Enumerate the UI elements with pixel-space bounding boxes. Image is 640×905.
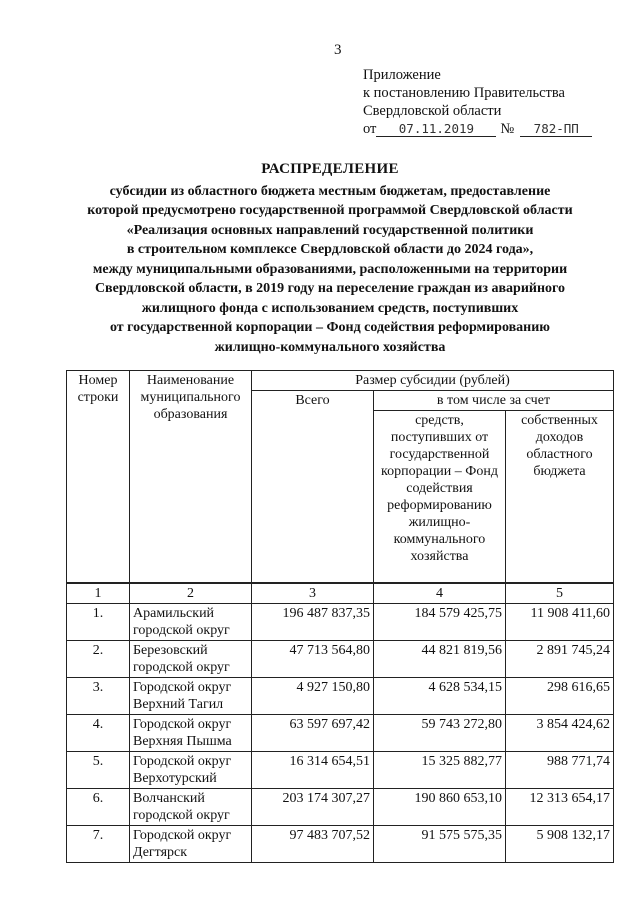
title-heading: РАСПРЕДЕЛЕНИЕ (261, 161, 399, 177)
appendix-block (363, 66, 592, 138)
table-row (67, 825, 614, 862)
table-row (67, 677, 614, 714)
appendix-title: Приложение (363, 67, 441, 83)
municipality-name: Городской округ Верхотурский (130, 751, 252, 788)
title-line: жилищно-коммунального хозяйства (214, 339, 446, 355)
fund-amount: 44 821 819,56 (374, 640, 506, 677)
title-line: субсидии из областного бюджета местным бюджетам, предоставление (109, 183, 551, 199)
title-line: «Реализация основных направлений государственной политики (126, 222, 534, 238)
appendix-resolution: к постановлению Правительства (363, 85, 565, 101)
header-subsidy-size: Размер субсидии (рублей) (252, 371, 614, 391)
from-label: от (363, 121, 377, 137)
header-row-number: Номер строки (67, 371, 130, 583)
column-number-row (67, 583, 614, 604)
table-row (67, 751, 614, 788)
resolution-date-number (363, 120, 592, 138)
resolution-number: 782-ПП (520, 122, 592, 137)
regional-amount: 988 771,74 (506, 751, 614, 788)
total-amount: 196 487 837,35 (252, 603, 374, 640)
total-amount: 47 713 564,80 (252, 640, 374, 677)
title-line: в строительном комплексе Свердловской области до 2024 года», (126, 242, 534, 257)
fund-amount: 190 860 653,10 (374, 788, 506, 825)
regional-amount: 2 891 745,24 (506, 640, 614, 677)
regional-amount: 5 908 132,17 (506, 825, 614, 862)
row-number: 3. (67, 677, 130, 714)
title-line: между муниципальными образованиями, расположенными на территории (92, 261, 568, 277)
row-number: 1. (67, 603, 130, 640)
title-line: Свердловской области, в 2019 году на переселение граждан из аварийного (94, 281, 566, 296)
regional-amount: 11 908 411,60 (506, 603, 614, 640)
municipality-name: Городской округ Дегтярск (130, 825, 252, 862)
title-line: которой предусмотрено государственной программой Свердловской области (87, 203, 573, 218)
header-fund-sources: средств, поступивших от государственной корпорации – Фонд содействия реформированию жилищно-коммунального хозяйства (374, 411, 506, 583)
column-number: 5 (506, 583, 614, 604)
table-row (67, 603, 614, 640)
municipality-name: Городской округ Верхняя Пышма (130, 714, 252, 751)
row-number: 2. (67, 640, 130, 677)
municipality-name: Городской округ Верхний Тагил (130, 677, 252, 714)
fund-amount: 91 575 575,35 (374, 825, 506, 862)
title-line: жилищного фонда с использованием средств, поступивших (141, 300, 519, 316)
fund-amount: 59 743 272,80 (374, 714, 506, 751)
fund-amount: 15 325 882,77 (374, 751, 506, 788)
regional-amount: 12 313 654,17 (506, 788, 614, 825)
header-regional-sources: собственных доходов областного бюджета (506, 411, 614, 583)
row-number: 5. (67, 751, 130, 788)
total-amount: 16 314 654,51 (252, 751, 374, 788)
municipality-name: Волчанский городской округ (130, 788, 252, 825)
total-amount: 97 483 707,52 (252, 825, 374, 862)
total-amount: 203 174 307,27 (252, 788, 374, 825)
row-number: 4. (67, 714, 130, 751)
header-row (67, 371, 614, 391)
column-number: 1 (67, 583, 130, 604)
municipality-name: Березовский городской округ (130, 640, 252, 677)
row-number: 6. (67, 788, 130, 825)
subsidy-table (66, 370, 614, 863)
page-number: 3 (334, 42, 342, 58)
total-amount: 4 927 150,80 (252, 677, 374, 714)
header-including: в том числе за счет (374, 391, 614, 411)
table-row (67, 640, 614, 677)
fund-amount: 184 579 425,75 (374, 603, 506, 640)
municipality-name: Арамильский городской округ (130, 603, 252, 640)
header-municipality: Наименование муниципального образования (130, 371, 252, 583)
title-line: от государственной корпорации – Фонд содействия реформированию (109, 320, 550, 335)
column-number: 2 (130, 583, 252, 604)
resolution-date: 07.11.2019 (376, 122, 496, 137)
row-number: 7. (67, 825, 130, 862)
table-row (67, 714, 614, 751)
appendix-region: Свердловской области (363, 103, 502, 119)
regional-amount: 298 616,65 (506, 677, 614, 714)
column-number: 4 (374, 583, 506, 604)
fund-amount: 4 628 534,15 (374, 677, 506, 714)
document-title (40, 160, 620, 357)
column-number: 3 (252, 583, 374, 604)
regional-amount: 3 854 424,62 (506, 714, 614, 751)
table-row (67, 788, 614, 825)
number-label: № (500, 121, 515, 137)
header-total: Всего (252, 391, 374, 583)
total-amount: 63 597 697,42 (252, 714, 374, 751)
